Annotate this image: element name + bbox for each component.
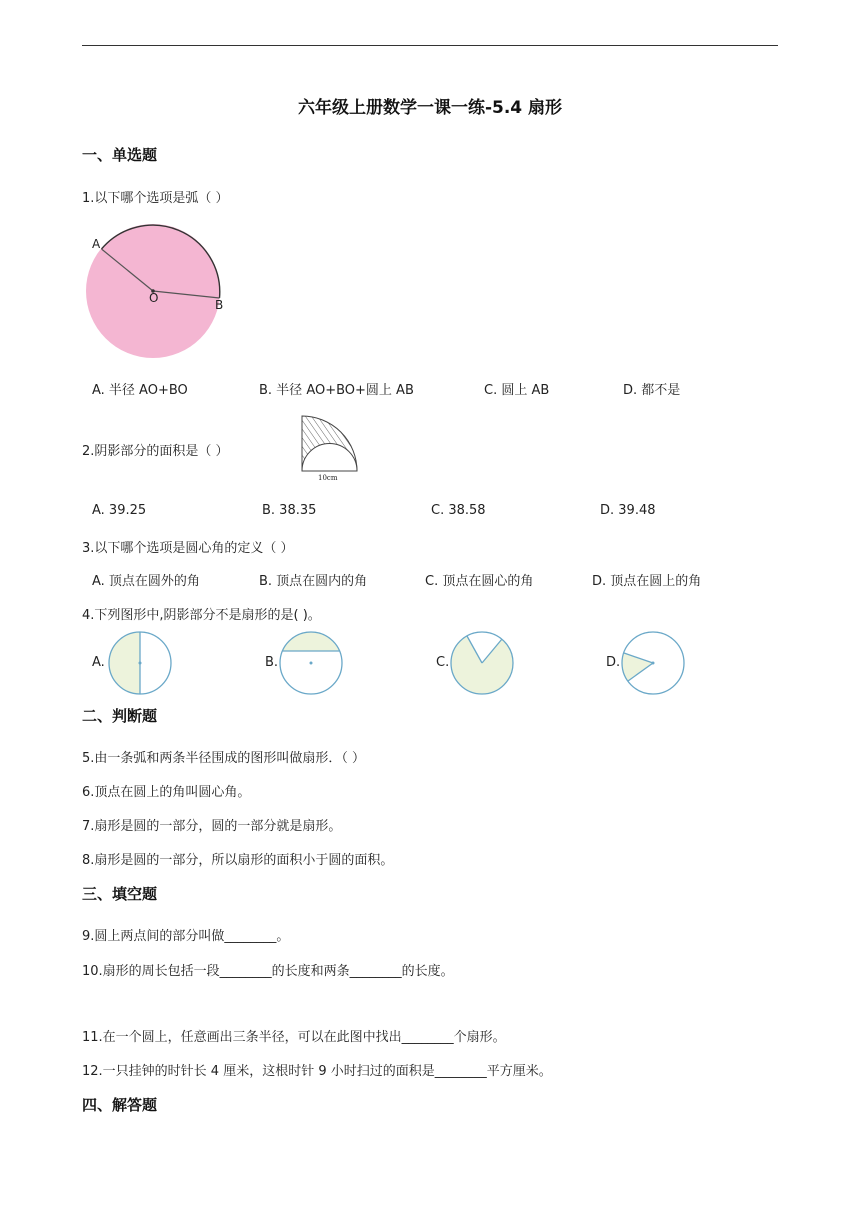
q2-option-c[interactable]: C. 38.58 [431, 503, 486, 518]
question-2: 2.阴影部分的面积是（ ） [82, 444, 229, 459]
question-4: 4.下列图形中,阴影部分不是扇形的是( )。 [82, 608, 321, 623]
q4-b-segment-shade [282, 632, 339, 651]
q4-d-center [652, 662, 655, 665]
q2-option-b[interactable]: B. 38.35 [262, 503, 317, 518]
q2-shaded-figure [296, 412, 366, 477]
q4-a-half-shade [109, 632, 140, 694]
q2-option-a[interactable]: A. 39.25 [92, 503, 147, 518]
q4-figure-b[interactable] [278, 630, 344, 696]
header-rule [82, 45, 778, 46]
question-12: 12.一只挂钟的时针长 4 厘米，这根时针 9 小时扫过的面积是________平方厘米。 [82, 1064, 552, 1079]
question-10: 10.扇形的周长包括一段________的长度和两条________的长度。 [82, 964, 454, 979]
q4-figure-c[interactable] [449, 630, 515, 696]
question-11: 11.在一个圆上，任意画出三条半径，可以在此图中找出________个扇形。 [82, 1030, 506, 1045]
q4-option-c-label[interactable]: C. [436, 655, 450, 670]
q4-b-center [310, 662, 313, 665]
question-7: 7.扇形是圆的一部分，圆的一部分就是扇形。 [82, 819, 342, 834]
section-heading-fill-blank: 三、填空题 [82, 885, 158, 903]
q4-figure-a[interactable] [107, 630, 173, 696]
q1-label-a: A [92, 237, 101, 251]
question-9: 9.圆上两点间的部分叫做________。 [82, 929, 290, 944]
q3-option-b[interactable]: B. 顶点在圆内的角 [259, 574, 368, 589]
section-heading-problems: 四、解答题 [82, 1096, 158, 1114]
q1-label-b: B [215, 298, 224, 312]
question-6: 6.顶点在圆上的角叫圆心角。 [82, 785, 251, 800]
q2-option-d[interactable]: D. 39.48 [600, 503, 656, 518]
question-3: 3.以下哪个选项是圆心角的定义（ ） [82, 541, 294, 556]
q1-option-b[interactable]: B. 半径 AO+BO+圆上 AB [259, 383, 414, 398]
q1-option-a[interactable]: A. 半径 AO+BO [92, 383, 188, 398]
section-heading-single-choice: 一、单选题 [82, 146, 158, 164]
section-heading-true-false: 二、判断题 [82, 707, 158, 725]
q4-option-a-label[interactable]: A. [92, 655, 105, 670]
question-8: 8.扇形是圆的一部分，所以扇形的面积小于圆的面积。 [82, 853, 394, 868]
question-5: 5.由一条弧和两条半径围成的图形叫做扇形．（ ） [82, 751, 366, 766]
q2-dimension-label: 10cm [318, 474, 338, 482]
q1-option-d[interactable]: D. 都不是 [623, 383, 681, 398]
question-1: 1.以下哪个选项是弧（ ） [82, 191, 229, 206]
page-title: 六年级上册数学一课一练-5.4 扇形 [297, 98, 563, 118]
q1-option-c[interactable]: C. 圆上 AB [484, 383, 550, 398]
q4-figure-d[interactable] [620, 630, 686, 696]
q4-a-center [139, 662, 142, 665]
q4-option-d-label[interactable]: D. [606, 655, 621, 670]
q3-option-c[interactable]: C. 顶点在圆心的角 [425, 574, 534, 589]
q1-label-o: O [149, 291, 159, 305]
q4-option-b-label[interactable]: B. [265, 655, 279, 670]
q3-option-a[interactable]: A. 顶点在圆外的角 [92, 574, 200, 589]
q3-option-d[interactable]: D. 顶点在圆上的角 [592, 574, 702, 589]
